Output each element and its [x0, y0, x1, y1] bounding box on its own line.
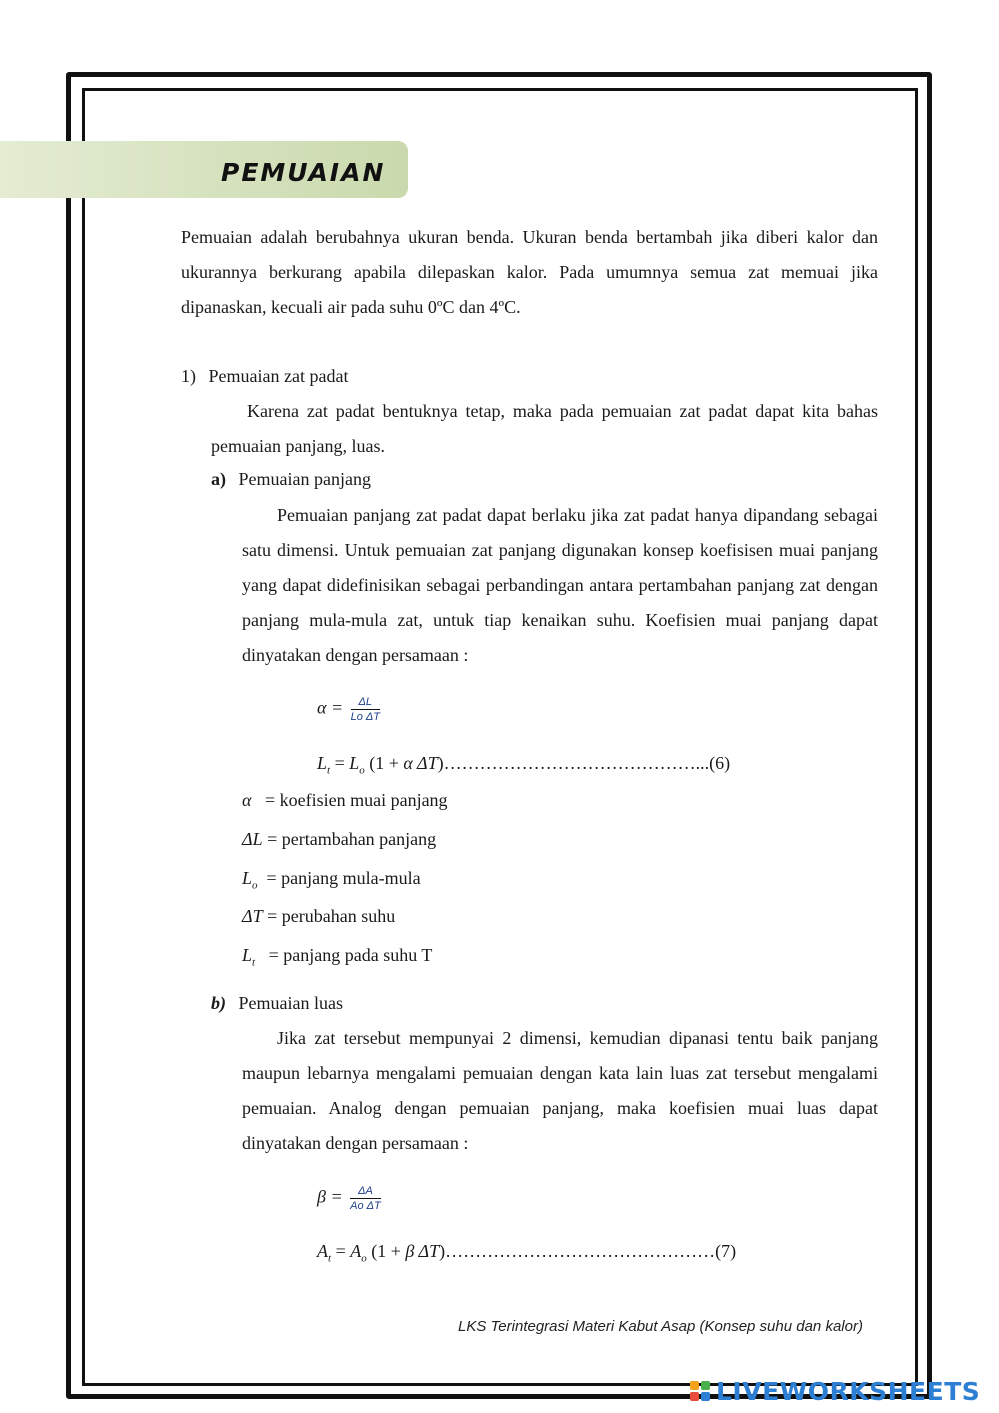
eq6-lt-sub: t	[327, 764, 331, 777]
definition-description: = perubahan suhu	[267, 906, 396, 926]
intro-paragraph: Pemuaian adalah berubahnya ukuran benda. Ukuran benda bertambah jika diberi kalor dan ukurannya berkurang apabila dilepaskan kalor. Pada umumnya semua zat memuai jika dipanaskan, kecuali air pada suhu 0ºC dan 4ºC.	[181, 227, 878, 317]
footer-caption: LKS Terintegrasi Materi Kabut Asap (Konsep suhu dan kalor)	[458, 1318, 863, 1335]
definition-spacer	[251, 790, 265, 810]
definition-row	[242, 829, 436, 853]
eq6-lo: L	[349, 753, 360, 773]
eq6-equals: =	[330, 753, 350, 773]
eq6-close: )……………………………………...(6)	[437, 753, 731, 773]
definition-symbol: α	[242, 790, 252, 810]
eq7-close: )………………………………………(7)	[439, 1241, 737, 1261]
eq7-open: (1 +	[366, 1241, 406, 1261]
definition-row	[242, 906, 395, 930]
formula-beta	[317, 1185, 381, 1212]
formula-beta-denominator: Ao ΔT	[350, 1200, 381, 1212]
watermark-text: LIVEWORKSHEETS	[716, 1376, 981, 1406]
definition-symbol-sub: o	[252, 879, 258, 892]
section-1-heading	[181, 366, 348, 387]
definition-row	[242, 945, 432, 969]
section-1-text: Karena zat padat bentuknya tetap, maka pada pemuaian zat padat dapat kita bahas pemuaian panjang, luas.	[211, 401, 878, 456]
section-1-title: Pemuaian zat padat	[208, 366, 349, 386]
subsection-a-title: Pemuaian panjang	[238, 469, 371, 489]
eq6-open: (1 +	[364, 753, 404, 773]
eq7-at-sub: t	[328, 1252, 332, 1265]
definition-row	[242, 868, 421, 892]
definition-symbol: ΔL	[242, 829, 263, 849]
eq7-at: A	[317, 1241, 328, 1261]
formula-beta-numerator: ΔA	[350, 1185, 381, 1199]
definition-symbol: ΔT	[242, 906, 263, 926]
definition-symbol: L	[242, 945, 253, 965]
formula-alpha-lhs: α =	[317, 697, 344, 718]
formula-alpha-fraction	[351, 696, 380, 723]
subsection-a-heading	[211, 469, 371, 490]
subsection-b-title: Pemuaian luas	[238, 993, 343, 1013]
definition-spacer	[255, 945, 269, 965]
definition-description: = panjang pada suhu T	[268, 945, 433, 965]
definition-description: = pertambahan panjang	[267, 829, 437, 849]
equation-6	[317, 753, 730, 777]
subsection-a-label: a)	[211, 469, 226, 489]
eq6-lo-sub: o	[359, 764, 365, 777]
definition-row	[242, 790, 448, 814]
formula-beta-lhs: β =	[317, 1186, 343, 1207]
definition-description: = panjang mula-mula	[266, 868, 421, 888]
eq7-beta-dt: β ΔT	[405, 1241, 440, 1261]
section-1-number: 1)	[181, 366, 196, 386]
subsection-b-text: Jika zat tersebut mempunyai 2 dimensi, kemudian dipanasi tentu baik panjang maupun lebarnya mengalami pemuaian dengan kata lain luas zat tersebut mengalami pemuaian. Analog dengan pemuaian panjang, maka koefisien muai luas dapat dinyatakan dengan persamaan :	[242, 1028, 878, 1153]
subsection-b-heading	[211, 993, 343, 1014]
page-title: PEMUAIAN	[221, 158, 386, 187]
formula-beta-fraction	[350, 1185, 381, 1212]
formula-alpha-denominator: Lo ΔT	[350, 711, 380, 723]
definition-description: = koefisien muai panjang	[264, 790, 448, 810]
definition-symbol-sub: t	[252, 956, 256, 969]
eq7-ao-sub: o	[361, 1252, 367, 1265]
subsection-b-label: b)	[211, 993, 226, 1013]
formula-alpha	[317, 696, 380, 723]
definition-symbol: L	[242, 868, 253, 888]
eq6-lt: L	[317, 753, 328, 773]
eq7-equals: =	[331, 1241, 351, 1261]
liveworksheets-watermark[interactable]	[690, 1376, 980, 1406]
definition-spacer	[258, 868, 267, 888]
eq7-ao: A	[350, 1241, 362, 1261]
equation-7	[317, 1241, 736, 1265]
subsection-a-text: Pemuaian panjang zat padat dapat berlaku jika zat padat hanya dipandang sebagai satu dimensi. Untuk pemuaian zat panjang digunakan konsep koefisisen muai panjang yang dapat didefinisikan sebagai perbandingan antara pertambahan panjang zat dengan panjang mula-mula zat, untuk tiap kenaikan suhu. Koefisien muai panjang dapat dinyatakan dengan persamaan :	[242, 505, 878, 665]
liveworksheets-logo-icon	[690, 1381, 710, 1401]
eq6-alpha-dt: α ΔT	[403, 753, 438, 773]
formula-alpha-numerator: ΔL	[351, 696, 380, 710]
